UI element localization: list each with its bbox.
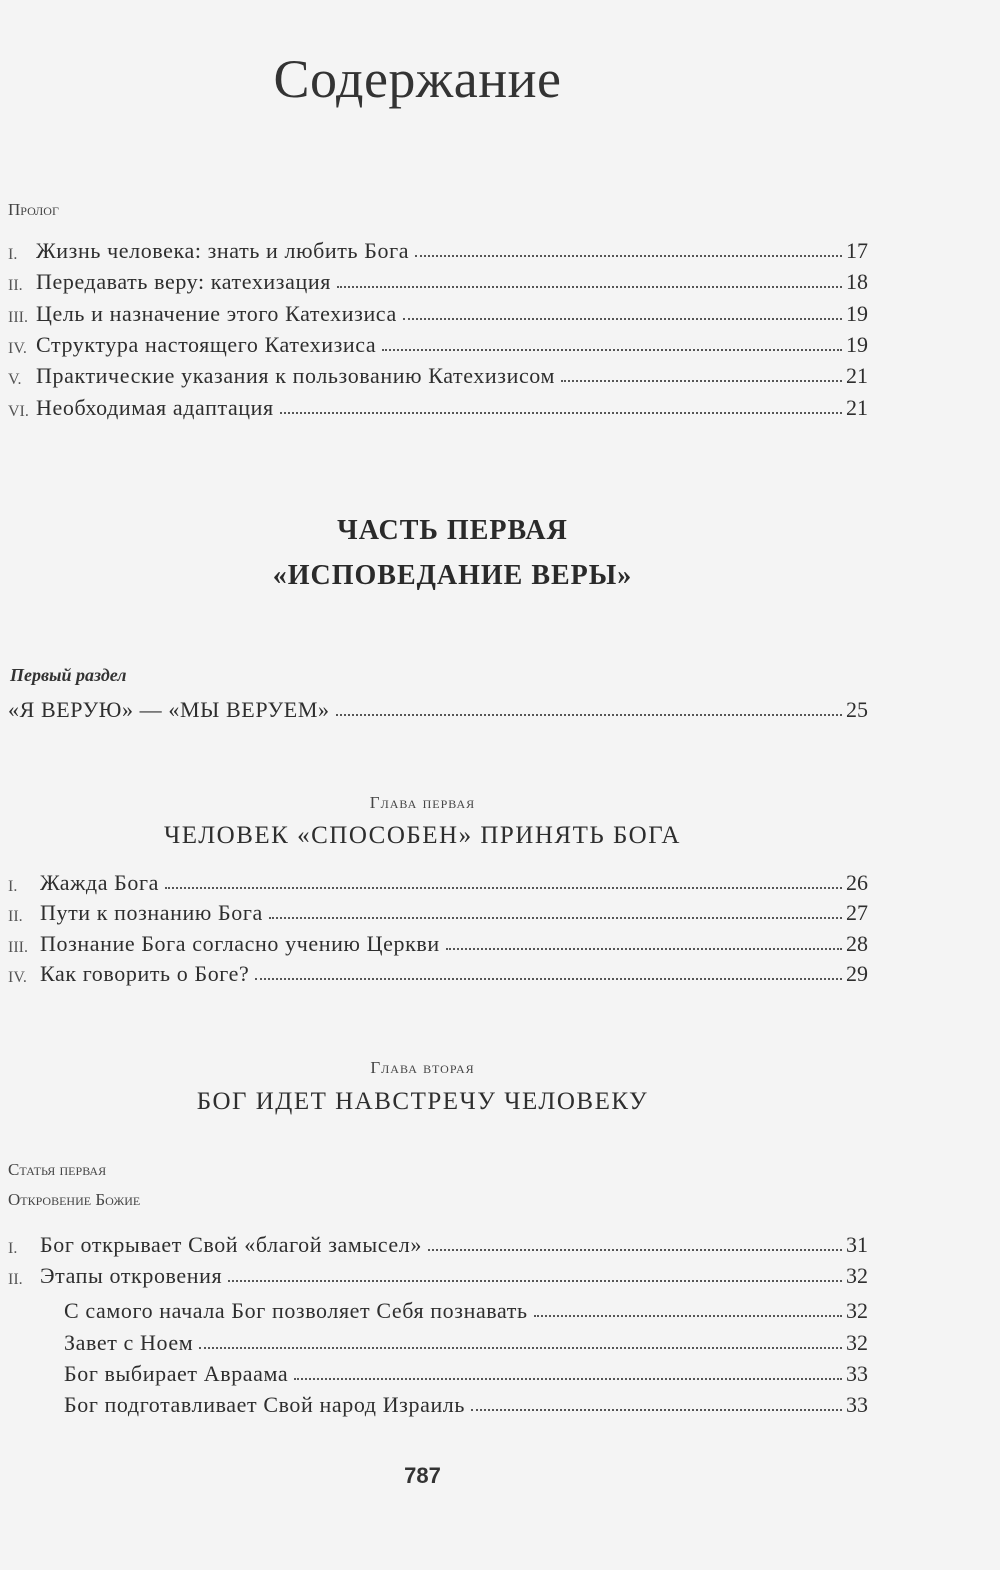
dot-leader bbox=[165, 887, 842, 889]
part-heading: ЧАСТЬ ПЕРВАЯ bbox=[337, 515, 568, 546]
entry-number: VI. bbox=[8, 403, 29, 420]
entry-title: Структура настоящего Катехизиса bbox=[36, 332, 377, 357]
entry-title: «Я ВЕРУЮ» — «МЫ ВЕРУЕМ» bbox=[8, 697, 330, 722]
toc-entry[interactable] bbox=[8, 234, 868, 264]
article-title: Откровение Божие bbox=[8, 1190, 141, 1209]
entry-number: III. bbox=[8, 309, 28, 326]
entry-title: Бог выбирает Авраама bbox=[64, 1361, 289, 1386]
entry-page: 18 bbox=[846, 269, 868, 294]
toc-subentry[interactable] bbox=[8, 1388, 868, 1418]
toc-entry[interactable] bbox=[8, 297, 868, 327]
entry-page: 21 bbox=[846, 395, 868, 420]
dot-leader bbox=[228, 1280, 842, 1282]
entry-title: С самого начала Бог позволяет Себя познавать bbox=[64, 1298, 528, 1323]
entry-number: V. bbox=[8, 371, 22, 388]
toc-entry[interactable] bbox=[8, 359, 868, 389]
entry-number: IV. bbox=[8, 340, 27, 357]
dot-leader bbox=[561, 380, 842, 382]
entry-number: I. bbox=[8, 246, 18, 263]
dot-leader bbox=[269, 917, 842, 919]
toc-subentry[interactable] bbox=[8, 1294, 868, 1324]
dot-leader bbox=[336, 714, 842, 716]
dot-leader bbox=[446, 948, 842, 950]
dot-leader bbox=[382, 349, 842, 351]
dot-leader bbox=[255, 978, 842, 980]
toc-entry[interactable] bbox=[8, 896, 868, 926]
entry-page: 29 bbox=[846, 961, 868, 986]
chapter-label: Глава вторая bbox=[370, 1058, 475, 1077]
prologue-label: Пролог bbox=[8, 200, 59, 219]
entry-page: 32 bbox=[846, 1330, 868, 1355]
entry-number: I. bbox=[8, 1240, 18, 1257]
entry-page: 33 bbox=[846, 1392, 868, 1417]
toc-entry[interactable] bbox=[8, 265, 868, 295]
entry-page: 32 bbox=[846, 1298, 868, 1323]
toc-subentry[interactable] bbox=[8, 1326, 868, 1356]
toc-entry[interactable] bbox=[8, 927, 868, 957]
entry-title: Завет с Ноем bbox=[64, 1330, 194, 1355]
chapter-label: Глава первая bbox=[369, 793, 476, 812]
entry-title: Жизнь человека: знать и любить Бога bbox=[36, 238, 410, 263]
entry-title: Как говорить о Боге? bbox=[40, 961, 250, 986]
toc-subentry[interactable] bbox=[8, 1357, 868, 1387]
toc-entry[interactable] bbox=[8, 391, 868, 421]
dot-leader bbox=[199, 1347, 842, 1349]
entry-title: Жажда Бога bbox=[40, 870, 160, 895]
entry-title: Пути к познанию Бога bbox=[40, 900, 263, 925]
article-label: Статья первая bbox=[8, 1160, 107, 1179]
entry-page: 19 bbox=[846, 301, 868, 326]
toc-entry[interactable] bbox=[8, 693, 868, 723]
section-label: Первый раздел bbox=[10, 665, 127, 685]
toc-entry[interactable] bbox=[8, 1259, 868, 1289]
entry-number: II. bbox=[8, 908, 23, 925]
page-title: Содержание bbox=[273, 49, 562, 109]
dot-leader bbox=[471, 1409, 842, 1411]
entry-page: 32 bbox=[846, 1263, 868, 1288]
dot-leader bbox=[534, 1315, 842, 1317]
dot-leader bbox=[337, 286, 842, 288]
entry-title: Бог подготавливает Свой народ Израиль bbox=[64, 1392, 466, 1417]
entry-title: Познание Бога согласно учению Церкви bbox=[40, 931, 440, 956]
entry-page: 19 bbox=[846, 332, 868, 357]
entry-page: 27 bbox=[846, 900, 868, 925]
dot-leader bbox=[415, 255, 842, 257]
entry-title: Практические указания к пользованию Катехизисом bbox=[36, 363, 556, 388]
entry-number: III. bbox=[8, 939, 28, 956]
entry-number: IV. bbox=[8, 969, 27, 986]
entry-page: 31 bbox=[846, 1232, 868, 1257]
entry-page: 28 bbox=[846, 931, 868, 956]
dot-leader bbox=[280, 412, 842, 414]
entry-page: 26 bbox=[846, 870, 868, 895]
toc-entry[interactable] bbox=[8, 328, 868, 358]
entry-number: II. bbox=[8, 1271, 23, 1288]
entry-page: 21 bbox=[846, 363, 868, 388]
entry-number: I. bbox=[8, 878, 18, 895]
dot-leader bbox=[403, 318, 842, 320]
toc-entry[interactable] bbox=[8, 957, 868, 987]
dot-leader bbox=[428, 1249, 842, 1251]
entry-title: Передавать веру: катехизация bbox=[36, 269, 331, 294]
entry-title: Бог открывает Свой «благой замысел» bbox=[40, 1232, 422, 1257]
part-subheading: «ИСПОВЕДАНИЕ ВЕРЫ» bbox=[272, 560, 633, 591]
entry-page: 33 bbox=[846, 1361, 868, 1386]
chapter-title: ЧЕЛОВЕК «СПОСОБЕН» ПРИНЯТЬ БОГА bbox=[164, 822, 681, 849]
toc-entry[interactable] bbox=[8, 866, 868, 896]
page-number: 787 bbox=[404, 1463, 441, 1488]
dot-leader bbox=[294, 1378, 842, 1380]
toc-entry[interactable] bbox=[8, 1228, 868, 1258]
entry-title: Этапы откровения bbox=[40, 1263, 223, 1288]
entry-title: Необходимая адаптация bbox=[36, 395, 274, 420]
chapter-title: БОГ ИДЕТ НАВСТРЕЧУ ЧЕЛОВЕКУ bbox=[196, 1088, 649, 1115]
entry-number: II. bbox=[8, 277, 23, 294]
entry-title: Цель и назначение этого Катехизиса bbox=[36, 301, 397, 326]
entry-page: 25 bbox=[846, 697, 868, 722]
entry-page: 17 bbox=[846, 238, 868, 263]
